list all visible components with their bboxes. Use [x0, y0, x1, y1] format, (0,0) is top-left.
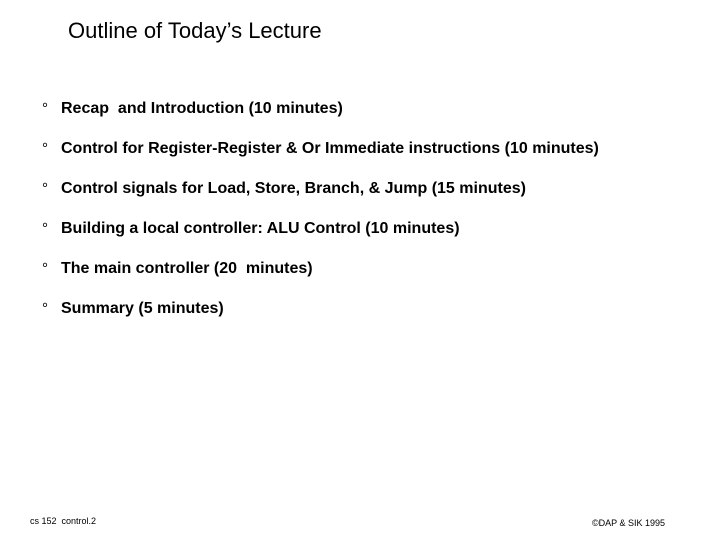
bullet-item [42, 220, 599, 260]
bullet-text: Control signals for Load, Store, Branch, & Jump (15 minutes) [61, 180, 526, 197]
bullet-marker: ° [42, 260, 48, 277]
bullet-text: Recap and Introduction (10 minutes) [61, 100, 343, 117]
bullet-item [42, 140, 599, 180]
bullet-marker: ° [42, 180, 48, 197]
bullet-text: Control for Register-Register & Or Immediate instructions (10 minutes) [61, 140, 599, 157]
bullet-marker: ° [42, 300, 48, 317]
bullet-item [42, 300, 599, 340]
bullet-text: The main controller (20 minutes) [61, 260, 313, 277]
bullet-marker: ° [42, 220, 48, 237]
bullet-text: Building a local controller: ALU Control (10 minutes) [61, 220, 460, 237]
footer-copyright: ©DAP & SIK 1995 [592, 518, 666, 528]
bullet-marker: ° [42, 140, 48, 157]
slide-title: Outline of Today’s Lecture [68, 18, 322, 43]
footer-course-label: cs 152 control.2 [30, 516, 97, 526]
bullet-item [42, 260, 599, 300]
bullet-marker: ° [42, 100, 48, 117]
bullet-text: Summary (5 minutes) [61, 300, 224, 317]
bullet-item [42, 180, 599, 220]
bullet-list [42, 100, 599, 340]
bullet-item [42, 100, 599, 140]
